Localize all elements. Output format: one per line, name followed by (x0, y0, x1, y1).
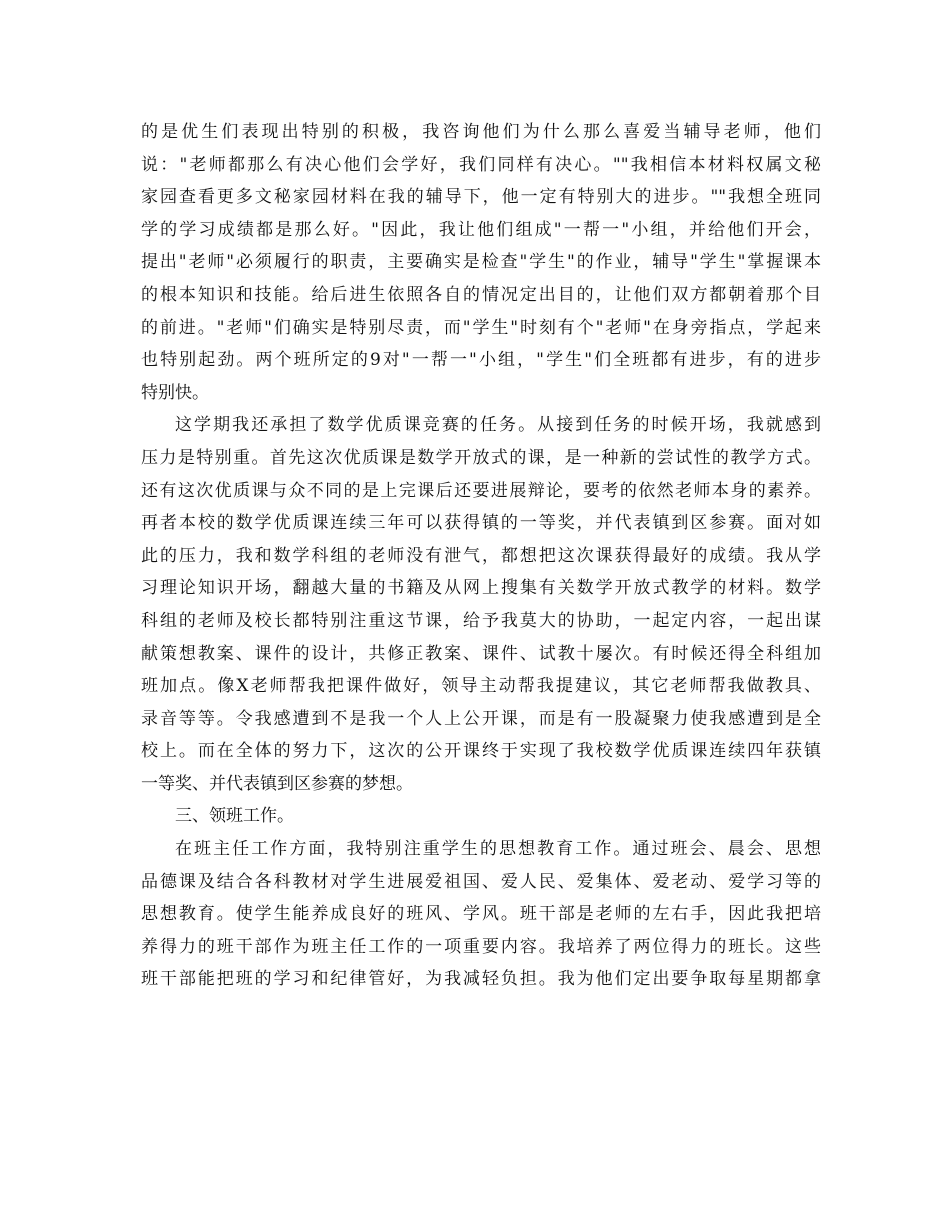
text-line: 习理论知识开场，翻越大量的书籍及从网上搜集有关数学开放式教学的材料。数学 (141, 578, 821, 599)
text-line: 班加点。像X老师帮我把课件做好，领导主动帮我提建议，其它老师帮我做教具、 (141, 676, 821, 697)
text-line: 一等奖、并代表镇到区参赛的梦想。 (141, 773, 413, 794)
text-line: 此的压力，我和数学科组的老师没有泄气，都想把这次课获得最好的成绩。我从学 (141, 545, 821, 566)
text-line: 学的学习成绩都是那么好。"因此，我让他们组成"一帮一"小组，并给他们开会， (141, 219, 821, 240)
text-line: 班干部能把班的学习和纪律管好，为我减轻负担。我为他们定出要争取每星期都拿 (141, 969, 821, 990)
text-line: 说："老师都那么有决心他们会学好，我们同样有决心。""我相信本材料权属文秘 (141, 154, 821, 175)
text-line: 校上。而在全体的努力下，这次的公开课终于实现了我校数学优质课连续四年获镇 (141, 741, 821, 762)
section-heading: 三、领班工作。 (175, 806, 294, 827)
paragraph-peer-tutoring (141, 116, 821, 409)
document-body (141, 116, 821, 996)
text-line: 的是优生们表现出特别的积极，我咨询他们为什么那么喜爱当辅导老师，他们 (141, 122, 821, 142)
text-line: 录音等等。令我感遭到不是我一个人上公开课，而是有一股凝聚力使我感遭到是全 (141, 708, 821, 729)
paragraph-quality-lesson (141, 409, 821, 800)
text-line: 的根本知识和技能。给后进生依照各自的情况定出目的，让他们双方都朝着那个目 (141, 284, 821, 305)
text-line: 养得力的班干部作为班主任工作的一项重要内容。我培养了两位得力的班长。这些 (141, 936, 821, 957)
text-line: 还有这次优质课与众不同的是上完课后还要进展辩论，要考的依然老师本身的素养。 (141, 480, 821, 501)
paragraph-class-teacher-work (141, 833, 821, 996)
text-line: 压力是特别重。首先这次优质课是数学开放式的课，是一种新的尝试性的教学方式。 (141, 447, 821, 468)
text-line: 也特别起劲。两个班所定的9对"一帮一"小组，"学生"们全班都有进步，有的进步 (141, 350, 821, 371)
text-line: 特别快。 (141, 382, 209, 403)
text-line: 提出"老师"必须履行的职责，主要确实是检查"学生"的作业，辅导"学生"掌握课本 (141, 252, 821, 273)
text-line: 家园查看更多文秘家园材料在我的辅导下，他一定有特别大的进步。""我想全班同 (141, 187, 821, 208)
text-line: 献策想教案、课件的设计，共修正教案、课件、试教十屡次。有时候还得全科组加 (141, 643, 821, 664)
text-line: 再者本校的数学优质课连续三年可以获得镇的一等奖，并代表镇到区参赛。面对如 (141, 513, 821, 534)
section-heading-class-work (141, 800, 821, 833)
text-line: 思想教育。使学生能养成良好的班风、学风。班干部是老师的左右手，因此我把培 (141, 904, 821, 925)
text-line: 的前进。"老师"们确实是特别尽责，而"学生"时刻有个"老师"在身旁指点，学起来 (141, 317, 821, 338)
text-line: 这学期我还承担了数学优质课竞赛的任务。从接到任务的时候开场，我就感到 (175, 415, 821, 436)
text-line: 在班主任工作方面，我特别注重学生的思想教育工作。通过班会、晨会、思想 (175, 839, 821, 860)
text-line: 科组的老师及校长都特别注重这节课，给予我莫大的协助，一起定内容，一起出谋 (141, 610, 821, 631)
text-line: 品德课及结合各科教材对学生进展爱祖国、爱人民、爱集体、爱老动、爱学习等的 (141, 871, 821, 892)
